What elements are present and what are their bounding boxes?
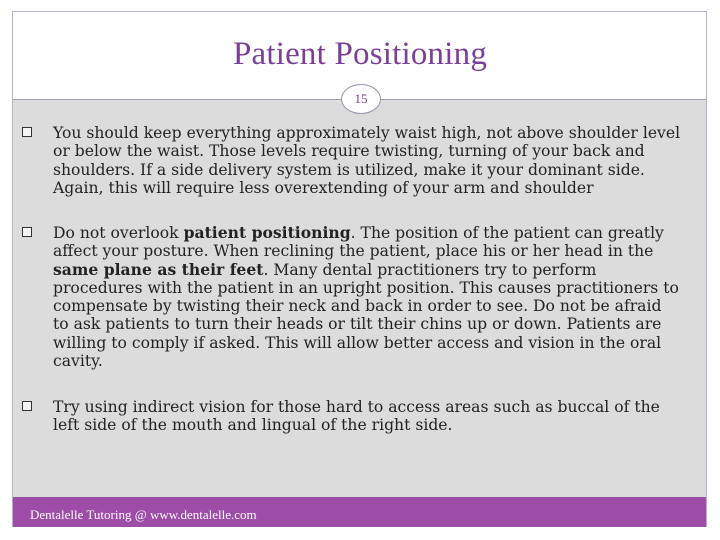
bullet-2-bold-2: same plane as their feet xyxy=(53,259,264,279)
bullet-2-part-2: . The position of the patient can greatly affect your posture. When reclining the patient, place his or her head in the xyxy=(53,224,664,261)
footer-bar xyxy=(13,497,706,527)
bullet-text-3: Try using indirect vision for those hard to access areas such as buccal of the left side of the mouth and lingual of the right side. xyxy=(53,398,660,435)
bullet-item-1 xyxy=(22,124,682,197)
slide-title: Patient Positioning xyxy=(232,36,488,72)
bullet-box-icon xyxy=(22,127,32,137)
bullet-2-bold-1: patient positioning xyxy=(183,223,351,242)
page-number: 15 xyxy=(354,91,368,106)
bullet-box-icon xyxy=(22,401,32,411)
bullet-text-2 xyxy=(53,224,682,370)
bullet-item-3 xyxy=(22,398,682,435)
bullet-2-part-1: Do not overlook xyxy=(53,224,184,242)
page-number-badge xyxy=(341,84,381,114)
bullet-2-part-3: . Many dental practitioners try to perform procedures with the patient in an upright position. This causes practitioners to compensate by twisting their neck and back in order to see. Do not be afraid to ask patients to turn their heads or tilt their chins up or down. Patients are willing to comply if asked. This will allow better access and vision in the oral cavity. xyxy=(53,260,679,371)
bullet-box-icon xyxy=(22,227,32,237)
footer-text: Dentalelle Tutoring @ www.dentalelle.com xyxy=(30,507,257,522)
bullet-item-2 xyxy=(22,224,682,370)
bullet-text-1: You should keep everything approximately waist high, not above shoulder level or below the waist. Those levels require twisting, turning of your back and shoulders. If a side delivery system is utilized, make it your dominant side. Again, this will require less overextending of your arm and shoulder xyxy=(53,124,681,197)
